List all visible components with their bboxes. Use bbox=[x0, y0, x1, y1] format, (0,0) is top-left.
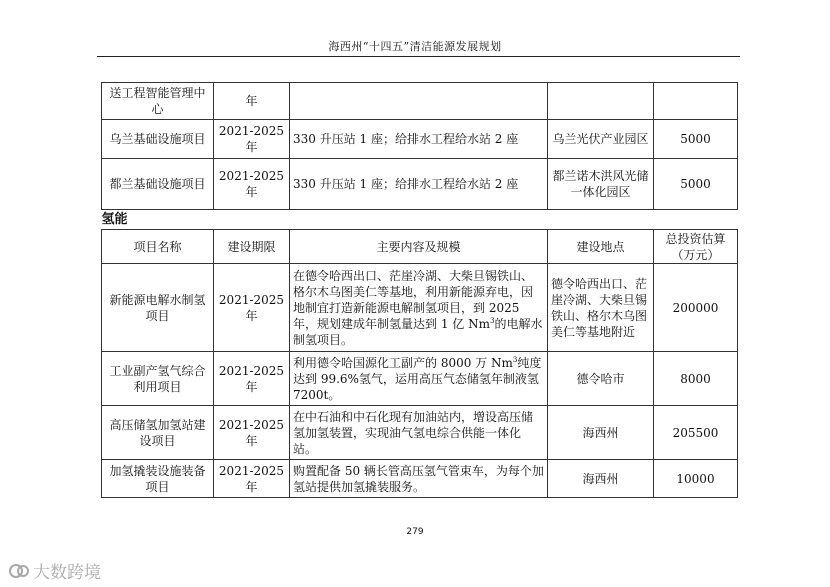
project-location: 德令哈西出口、茫崖冷湖、大柴旦锡铁山、格尔木乌图美仁等基地附近 bbox=[548, 264, 654, 352]
column-header-investment: 总投资估算（万元） bbox=[654, 230, 738, 264]
watermark bbox=[8, 558, 101, 583]
project-name: 加氢撬装设施装备项目 bbox=[102, 460, 214, 498]
project-content bbox=[290, 83, 548, 120]
project-investment bbox=[654, 83, 738, 120]
project-location: 都兰诺木洪风光储一体化园区 bbox=[548, 159, 654, 210]
project-name: 新能源电解水制氢项目 bbox=[102, 264, 214, 352]
column-header-period: 建设期限 bbox=[214, 230, 290, 264]
project-investment: 5000 bbox=[654, 159, 738, 210]
page-number: 279 bbox=[406, 527, 424, 537]
table-row bbox=[102, 83, 738, 120]
project-content: 利用德令哈国源化工副产的 8000 万 Nm$^3$纯度达到 99.6%氢气，运用高压气态储氢年制液氢 7200t。 bbox=[290, 352, 548, 406]
project-investment: 205500 bbox=[654, 406, 738, 460]
column-header-location: 建设地点 bbox=[548, 230, 654, 264]
project-name: 送工程智能管理中心 bbox=[102, 83, 214, 120]
project-location: 德令哈市 bbox=[548, 352, 654, 406]
page-header: 海西州“十四五”清洁能源发展规划 bbox=[328, 40, 502, 53]
project-content: 330 升压站 1 座；给排水工程给水站 2 座 bbox=[290, 159, 548, 210]
column-header-name: 项目名称 bbox=[102, 230, 214, 264]
project-period: 2021-2025年 bbox=[214, 406, 290, 460]
project-period: 2021-2025年 bbox=[214, 352, 290, 406]
projects-table bbox=[101, 82, 738, 498]
table-row bbox=[102, 264, 738, 352]
project-period: 2021-2025年 bbox=[214, 120, 290, 159]
project-investment: 200000 bbox=[654, 264, 738, 352]
project-content: 在中石油和中石化现有加油站内，增设高压储氢加氢装置，实现油气氢电综合供能一体化站。 bbox=[290, 406, 548, 460]
project-content: 330 升压站 1 座；给排水工程给水站 2 座 bbox=[290, 120, 548, 159]
section-title: 氢能 bbox=[102, 210, 738, 230]
project-name: 都兰基础设施项目 bbox=[102, 159, 214, 210]
project-period: 2021-2025年 bbox=[214, 159, 290, 210]
project-period: 年 bbox=[214, 83, 290, 120]
project-period: 2021-2025年 bbox=[214, 460, 290, 498]
project-content: 在德令哈西出口、茫崖冷湖、大柴旦锡铁山、格尔木乌图美仁等基地，利用新能源弃电，因地制宜打造新能源电解制氢项目，到 2025 年，规划建成年制氢量达到 1 亿 Nm$^3$的电解水制氢项目。 bbox=[290, 264, 548, 352]
section-row bbox=[102, 210, 738, 230]
project-location: 海西州 bbox=[548, 406, 654, 460]
table-row bbox=[102, 120, 738, 159]
watermark-logo-icon bbox=[8, 561, 30, 581]
project-location: 乌兰光伏产业园区 bbox=[548, 120, 654, 159]
project-location: 海西州 bbox=[548, 460, 654, 498]
project-name: 工业副产氢气综合利用项目 bbox=[102, 352, 214, 406]
project-name: 高压储氢加氢站建设项目 bbox=[102, 406, 214, 460]
project-period: 2021-2025年 bbox=[214, 264, 290, 352]
column-header-content: 主要内容及规模 bbox=[290, 230, 548, 264]
project-name: 乌兰基础设施项目 bbox=[102, 120, 214, 159]
project-location bbox=[548, 83, 654, 120]
table-row bbox=[102, 352, 738, 406]
table-row bbox=[102, 406, 738, 460]
table-row bbox=[102, 159, 738, 210]
project-investment: 8000 bbox=[654, 352, 738, 406]
project-investment: 10000 bbox=[654, 460, 738, 498]
header-divider bbox=[97, 56, 740, 57]
project-investment: 5000 bbox=[654, 120, 738, 159]
table-row bbox=[102, 460, 738, 498]
watermark-text: 大数跨境 bbox=[33, 563, 101, 583]
column-header-row bbox=[102, 230, 738, 264]
project-content: 购置配备 50 辆长管高压氢气管束车，为每个加氢站提供加氢撬装服务。 bbox=[290, 460, 548, 498]
